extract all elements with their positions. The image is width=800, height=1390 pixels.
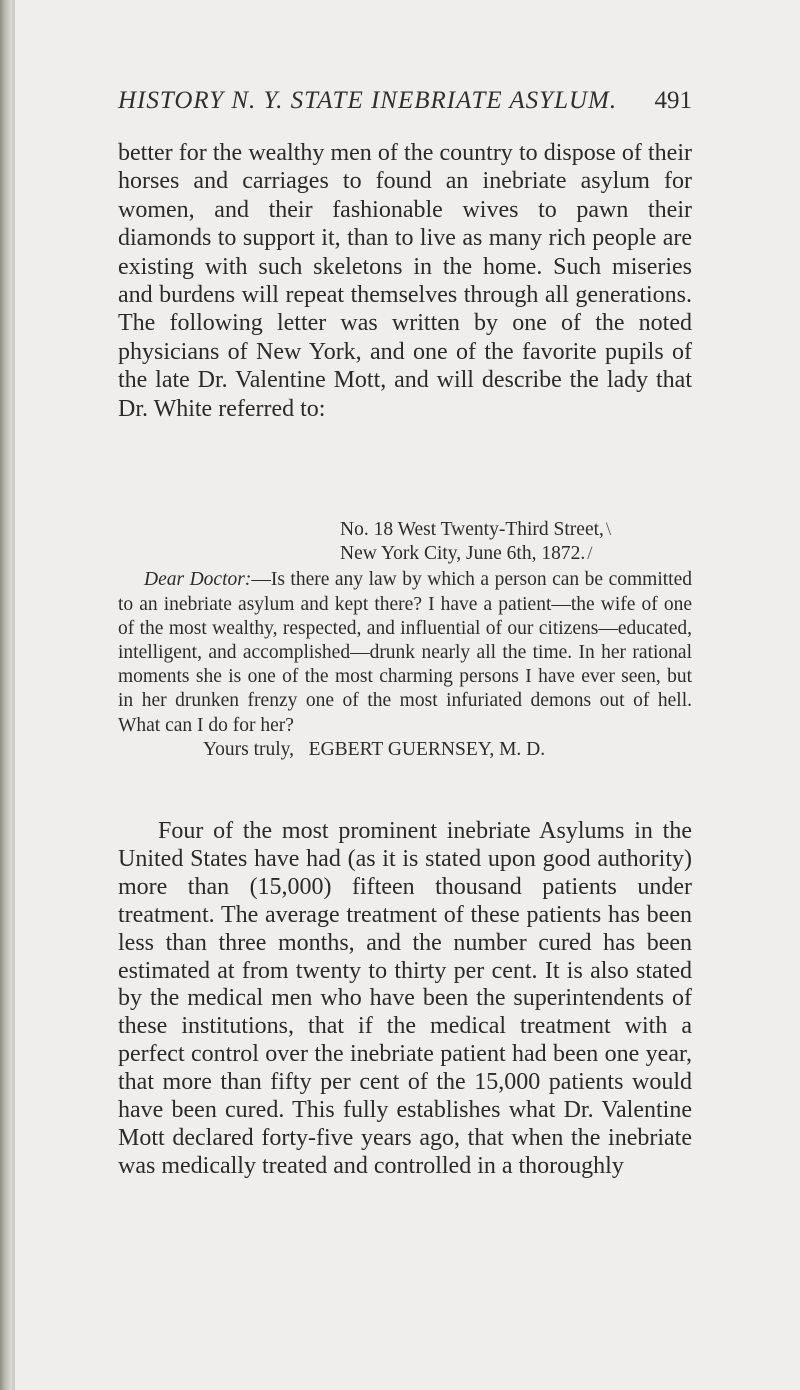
letter-body-text: —Is there any law by which a person can be committed to an inebriate asylum and kept there? I have a patient—the wife of one of the most wealthy, respected, and influential of our citizens—educated, intelligent, and accomplished—drunk nearly all the time. In her rational moments she is one of the most charming persons I have ever seen, but in her drunken frenzy one of the most infuriated demons out of hell. What can I do for her?	[118, 569, 692, 736]
running-header	[118, 87, 692, 127]
running-header-title: HISTORY N. Y. STATE INEBRIATE ASYLUM.	[118, 87, 618, 114]
address-street: No. 18 West Twenty-Third Street,	[340, 519, 604, 540]
letter-closing: Yours truly,	[203, 738, 295, 760]
binding-shadow	[12, 0, 15, 1390]
paragraph-1: better for the wealthy men of the country to dispose of their horses and carriages to found an inebriate asylum for women, and their fashionable wives to pawn their diamonds to support it, than to live as many rich people are existing with such skeletons in the home. Such miseries and burdens will repeat themselves through all generations. The following letter was written by one of the noted physicians of New York, and one of the favorite pupils of the late Dr. Valentine Mott, and will describe the lady that Dr. White referred to:	[118, 140, 692, 422]
address-city-date: New York City, June 6th, 1872.	[340, 543, 586, 565]
letter-signoff	[203, 738, 692, 762]
quoted-letter	[118, 518, 692, 762]
book-binding-edge	[0, 0, 12, 1390]
address-brace-top: \	[605, 519, 612, 540]
paragraph-2: Four of the most prominent inebriate Asylums in the United States have had (as it is stated upon good authority) more than (15,000) fifteen thousand patients under treatment. The average treatment of these patients has been less than three months, and the number cured has been estimated at from twenty to thirty per cent. It is also stated by the medical men who have been the superintendents of these institutions, that if the medical treatment with a perfect control over the inebriate patient had been one year, that more than fifty per cent of the 15,000 patients would have been cured. This fully establishes what Dr. Valentine Mott declared forty-five years ago, that when the inebriate was medically treated and controlled in a thoroughly	[118, 818, 692, 1179]
letter-address-line-2	[340, 542, 692, 566]
letter-signature: EGBERT GUERNSEY, M. D.	[308, 738, 546, 760]
address-brace-bottom: /	[587, 543, 593, 565]
page-number: 491	[654, 87, 692, 114]
letter-body	[118, 568, 692, 737]
letter-address-line-1	[340, 518, 692, 542]
letter-salutation: Dear Doctor:	[144, 569, 252, 591]
